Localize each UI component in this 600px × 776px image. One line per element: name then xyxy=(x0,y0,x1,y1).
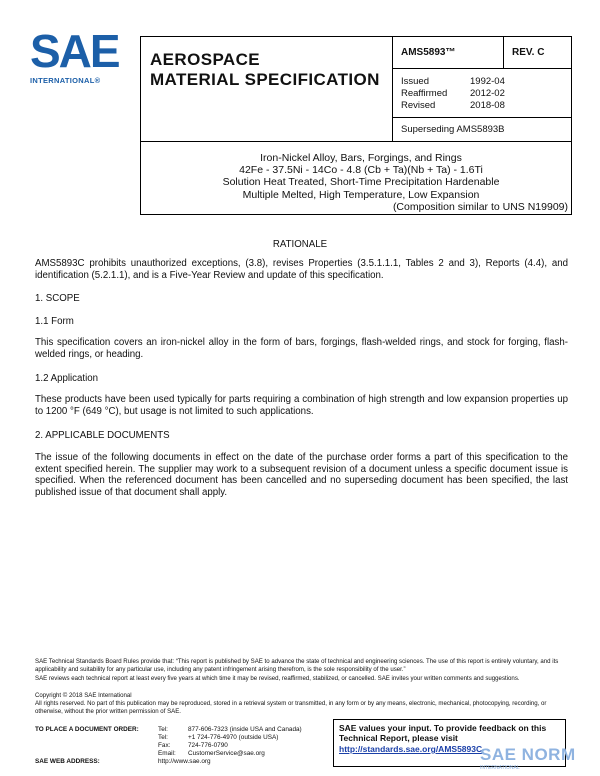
logo-main: SAE xyxy=(30,25,119,77)
revision-label: REV. C xyxy=(512,47,545,58)
sae-logo xyxy=(30,25,122,94)
header-dates-bottom xyxy=(392,117,572,118)
subject-line-4: Multiple Melted, High Temperature, Low Expansion xyxy=(242,188,480,201)
superseding-note: Superseding AMS5893B xyxy=(401,124,505,135)
web-address-value[interactable]: http://www.sae.org xyxy=(158,758,211,765)
section-1-2-heading: 1.2 Application xyxy=(35,373,99,384)
contact-value-tel-2: +1 724-776-4970 (outside USA) xyxy=(188,734,279,741)
material-subject xyxy=(152,152,570,213)
contact-value-tel-1: 877-606-7323 (inside USA and Canada) xyxy=(188,726,302,733)
subject-line-2: 42Fe - 37.5Ni - 14Co - 4.8 (Cb + Ta)(Nb + Ta) - 1.6Ti xyxy=(239,164,483,177)
contact-value-email[interactable]: CustomerService@sae.org xyxy=(188,750,265,757)
subject-line-1: Iron-Nickel Alloy, Bars, Forgings, and Rings xyxy=(260,152,462,164)
section-1-heading: 1. SCOPE xyxy=(35,293,80,304)
logo-subtitle: INTERNATIONAL® xyxy=(30,76,101,85)
date-label-issued: Issued xyxy=(401,76,429,87)
feedback-link[interactable]: http://standards.sae.org/AMS5893C xyxy=(339,743,483,754)
title-line-2: MATERIAL SPECIFICATION xyxy=(150,70,380,89)
subject-bottom-border xyxy=(140,214,572,215)
header-top-border xyxy=(140,36,572,37)
section-2-text: The issue of the following documents in effect on the date of the purchase order forms a part of this specification to the extent specified herein. The supplier may work to a subsequent revision of a document unless a specific document issue is specified. When the referenced document has been cancelled and no superseding document has been specified, the last published issue of that document shall apply. xyxy=(35,452,568,498)
contact-label-tel-1: Tel: xyxy=(158,726,168,733)
footer-copyright: Copyright © 2018 SAE International xyxy=(35,692,132,699)
order-label: TO PLACE A DOCUMENT ORDER: xyxy=(35,726,139,733)
date-value-revised: 2018-08 xyxy=(470,100,505,111)
contact-label-fax: Fax: xyxy=(158,742,171,749)
section-2-heading: 2. APPLICABLE DOCUMENTS xyxy=(35,430,170,441)
subject-line-3: Solution Heat Treated, Short-Time Precipitation Hardenable xyxy=(222,176,500,189)
section-1-1-text: This specification covers an iron-nickel alloy in the form of bars, forgings, flash-welded rings, and stock for forging, flash-welded rings, or heading. xyxy=(35,337,568,360)
date-value-issued: 1992-04 xyxy=(470,76,505,87)
rationale-heading: RATIONALE xyxy=(272,239,328,250)
title-line-1: AEROSPACE xyxy=(150,50,261,69)
footer-notice-review: SAE reviews each technical report at least every five years at which time it may be revised, reaffirmed, stabilized, or cancelled. SAE invites your written comments and suggestions. xyxy=(35,675,520,682)
watermark xyxy=(480,745,595,773)
date-label-reaffirmed: Reaffirmed xyxy=(401,88,448,99)
document-number: AMS5893™ xyxy=(401,47,456,58)
contact-label-tel-2: Tel: xyxy=(158,734,168,741)
header-docnum-bottom xyxy=(392,68,572,69)
contact-label-email: Email: xyxy=(158,750,176,757)
rationale-text: AMS5893C prohibits unauthorized exceptions, (3.8), revises Properties (3.5.1.1.1, Tables 2 and 3), Reports (4.4), and identification (5.2.1.1), and is a Five-Year Review and update of this specification. xyxy=(35,258,568,281)
date-label-revised: Revised xyxy=(401,100,436,111)
contact-value-fax: 724-776-0790 xyxy=(188,742,228,749)
subject-left-border xyxy=(140,141,141,215)
feedback-line-1: SAE values your input. To provide feedback on this xyxy=(339,723,547,733)
footer-notice-rules: SAE Technical Standards Board Rules provide that: “This report is published by SAE to advance the state of technical and engineering sciences. The use of this report is entirely voluntary, and its applicability and suitability for any particular use, including any patent infringement arising therefrom, is the sole responsibility of the user.” xyxy=(35,658,559,673)
footer-rights: All rights reserved. No part of this publication may be reproduced, stored in a retrieval system or transmitted, in any form or by any means, electronic, mechanical, photocopying, recording, or otherwise, without the prior written permission of SAE. xyxy=(35,700,547,715)
feedback-line-2: Technical Report, please visit xyxy=(339,733,458,744)
subject-line-5: (Composition similar to UNS N19909) xyxy=(392,200,568,213)
section-1-2-text: These products have been used typically for parts requiring a combination of high strength and low expansion properties up to 1200 °F (649 °C), but usage is not limited to such applications. xyxy=(35,394,568,417)
date-value-reaffirmed: 2012-02 xyxy=(470,88,505,99)
header-divider-vertical xyxy=(392,36,393,142)
header-left-border xyxy=(140,36,141,142)
section-1-1-heading: 1.1 Form xyxy=(35,316,74,327)
watermark-text: SAE NORM xyxy=(480,745,576,764)
watermark-sub: INTERNATIONAL xyxy=(480,765,520,771)
header-bottom-border xyxy=(140,141,572,142)
header-rev-divider xyxy=(503,36,504,68)
header-right-border xyxy=(571,36,572,215)
web-address-label: SAE WEB ADDRESS: xyxy=(35,758,100,765)
